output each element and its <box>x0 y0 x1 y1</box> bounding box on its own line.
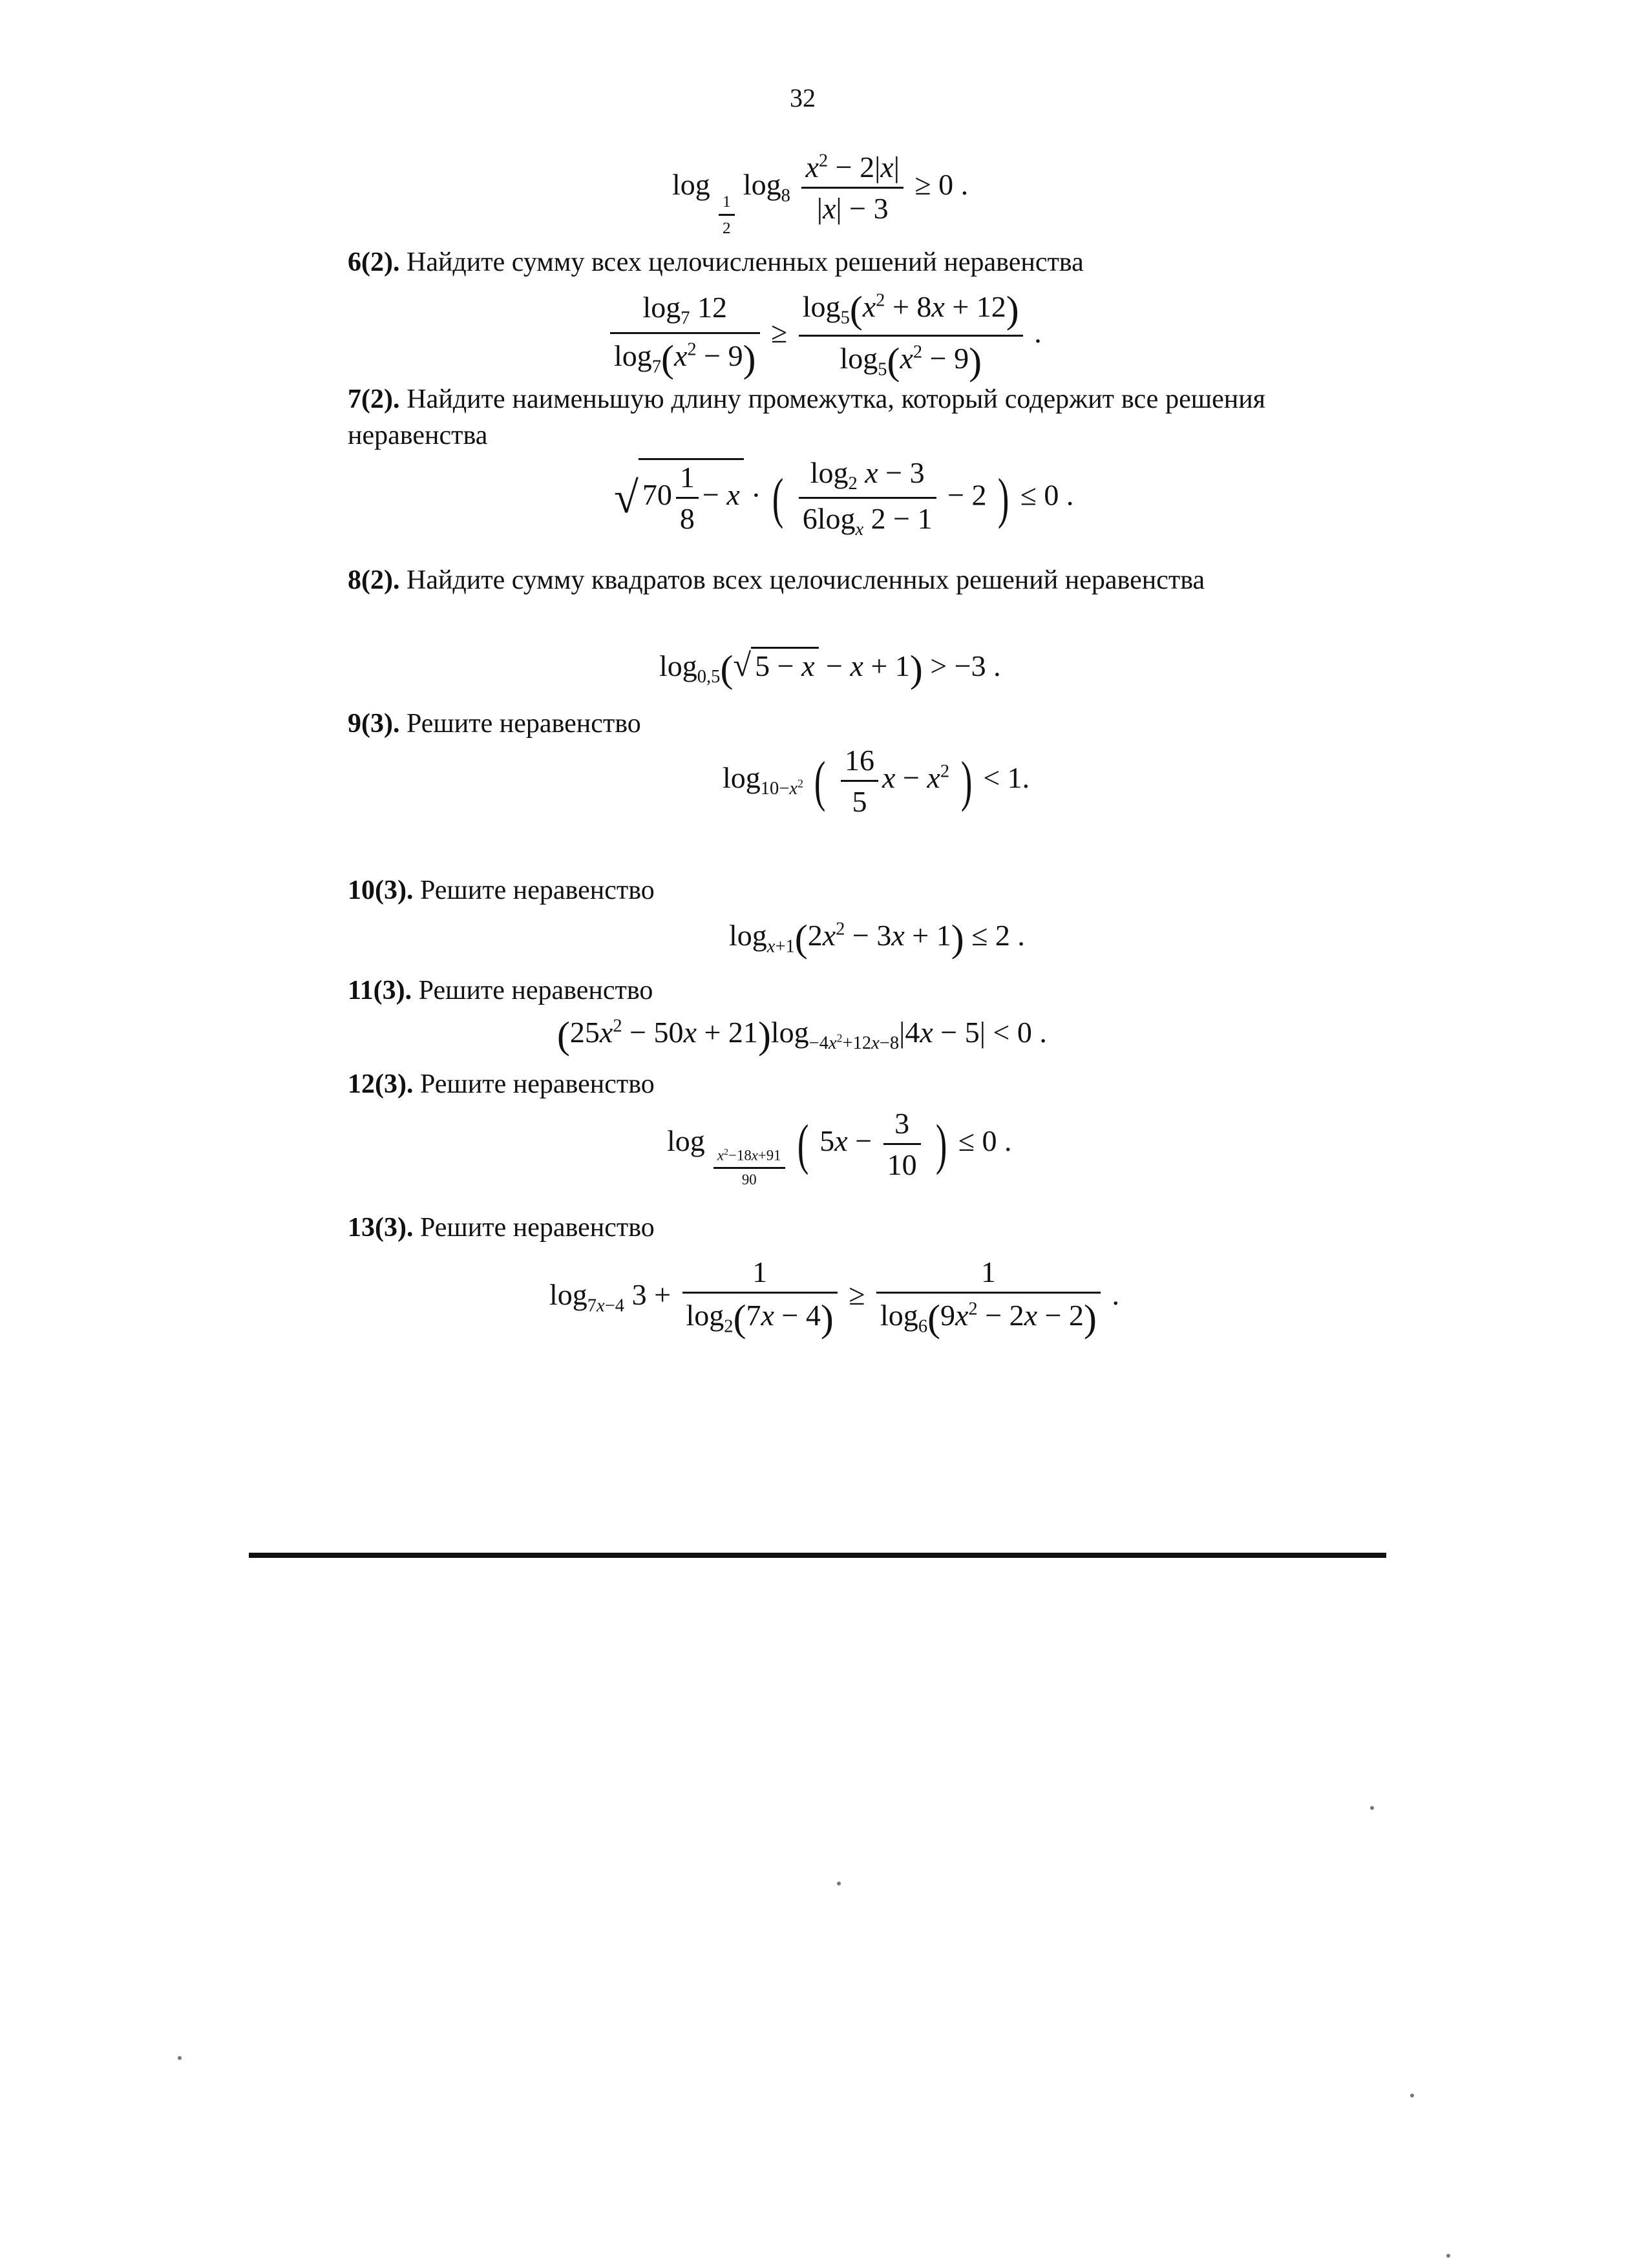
page-number: 32 <box>790 83 816 112</box>
task-text: Решите неравенство <box>419 1069 655 1099</box>
task-11 <box>348 972 653 1009</box>
task-12 <box>348 1066 655 1102</box>
task-text: Решите неравенство <box>406 709 641 739</box>
formula-task-7: √ 70 $\frac{1}{8}$ − x · ( $\frac{\log_2 x - 3}{6\log_x 2 - 1}$ − 2 ) ≤ 0 . <box>614 456 1074 540</box>
task-text: Найдите наименьшую длину промежутка, который содержит все решения неравенства <box>348 384 1266 450</box>
task-label: 7(2). <box>348 384 400 414</box>
formula-task-13: $\log_{7x-4} 3$ + $\frac{1}{\log_2(7x - 4)}$ ≥ $\frac{1}{\log_6(9x^2 - 2x - 2)}$ . <box>549 1255 1119 1339</box>
formula-task-12: log $_{\frac{x^2-18x+91}{90}}$ ( 5x − $\frac{3}{10}$ ) ≤ 0 . <box>667 1107 1012 1188</box>
task-10 <box>348 872 655 908</box>
task-label: 11(3). <box>348 976 412 1005</box>
task-label: 6(2). <box>348 247 400 277</box>
task-label: 13(3). <box>348 1213 414 1243</box>
task-text: Решите неравенство <box>419 876 655 905</box>
task-label: 10(3). <box>348 876 414 905</box>
task-label: 8(2). <box>348 565 400 595</box>
task-text: Решите неравенство <box>419 1213 655 1243</box>
task-text: Решите неравенство <box>418 976 653 1005</box>
scan-speck <box>1370 1806 1374 1810</box>
task-8 <box>348 562 1265 598</box>
formula-task-6: $\frac{\log_7 12}{\log_7(x^2 - 9)}$ ≥ $\frac{\log_5(x^2 + 8x + 12)}{\log_5(x^2 - 9)}$ . <box>606 288 1042 384</box>
scan-speck <box>178 2056 182 2060</box>
formula-task-9: $\log_{10-x^2}$ ( $\frac{16}{5}$ $x - x^2$ ) < 1. <box>723 744 1030 818</box>
formula-task-11: $(25x^2 - 50x + 21)\log_{-4x^2+12x-8}|4x - 5| < 0$ . <box>557 1014 1047 1056</box>
task-7 <box>348 381 1265 454</box>
scan-speck <box>837 1882 841 1885</box>
task-text: Найдите сумму квадратов всех целочисленных решений неравенства <box>406 565 1205 595</box>
scan-speck <box>1446 2254 1450 2258</box>
bottom-rule <box>249 1553 1386 1558</box>
task-label: 9(3). <box>348 709 400 739</box>
task-label: 12(3). <box>348 1069 414 1099</box>
task-6 <box>348 244 1084 280</box>
scan-speck <box>1410 2094 1414 2097</box>
formula-task-10: $\log_{x+1}(2x^2 - 3x + 1) \le 2$ . <box>729 917 1025 960</box>
formula-task-5: log $_{\frac{1}{2}}$ $\log_8$ $\frac{x^2 - 2|x|}{|x| - 3}$ ≥ 0 . <box>672 151 969 238</box>
task-13 <box>348 1210 655 1246</box>
task-text: Найдите сумму всех целочисленных решений неравенства <box>406 247 1084 277</box>
task-9 <box>348 706 641 742</box>
formula-task-8: $\log_{0,5}(√$ 5 − x − x + 1) > −3 . <box>659 647 1001 690</box>
